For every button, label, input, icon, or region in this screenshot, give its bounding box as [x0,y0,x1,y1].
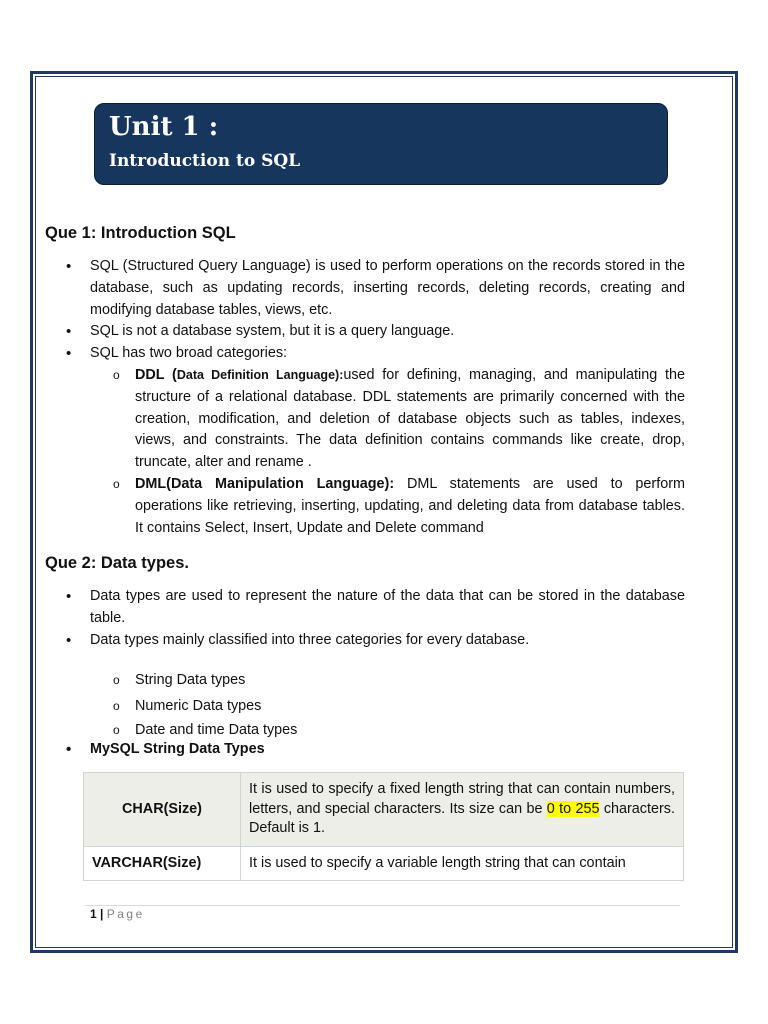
unit-subtitle: Introduction to SQL [109,151,301,171]
q2-bullet-list-2 [45,739,685,761]
page-number: 1 [90,907,97,921]
table-cell-key: CHAR(Size) [84,773,241,847]
list-item: • Data types mainly classified into three categories for every database. [45,630,685,652]
list-item: • SQL (Structured Query Language) is used to perform operations on the records stored in the database, such as updating records, inserting records, deleting records, creating and modifying database tables, views, etc. [45,256,685,321]
footer-separator: | [96,907,107,921]
question-1-heading: Que 1: Introduction SQL [45,224,236,242]
list-item: o Date and time Data types [45,719,685,741]
unit-title: Unit 1 : [109,112,219,142]
table-cell-value: It is used to specify a variable length string that can contain [241,846,684,881]
main-content [45,222,685,761]
highlighted-range: 0 to 255 [546,800,600,817]
datatype-categories-list [45,667,685,741]
cell-text-end: characters. Default is 1. [249,800,675,836]
page-footer [90,907,145,921]
table-row [84,846,684,881]
page-label: Page [106,907,145,921]
dml-item [45,474,685,539]
q1-bullet-list [45,256,685,539]
cell-text: It is used to specify a fixed length string that can contain numbers, letters, and special characters. Its size can be [249,781,675,817]
table-row [84,773,684,847]
sql-categories-list [45,365,685,539]
ddl-item [45,365,685,474]
list-item: • Data types are used to represent the nature of the data that can be stored in the database table. [45,586,685,630]
question-2-heading: Que 2: Data types. [45,554,189,573]
list-item [45,343,685,539]
dml-term: DML(Data Manipulation Language): [135,475,395,492]
dml-description: DML statements are used to perform operations like retrieving, inserting, updating, and deleting data from database tables. It contains Select, Insert, Update and Delete command [135,475,685,536]
q2-bullet-list [45,586,685,651]
table-cell-key: VARCHAR(Size) [84,846,241,881]
string-datatypes-table [83,772,684,881]
list-item: o String Data types [45,667,685,693]
list-item: o Numeric Data types [45,693,685,719]
table-cell-value [241,773,684,847]
unit-banner [94,103,668,185]
ddl-term-close: ): [335,367,344,382]
ddl-term: DDL ( [135,366,177,383]
footer-divider [85,905,680,906]
ddl-term-full: Data Definition Language [176,367,336,382]
list-item: • SQL is not a database system, but it is a query language. [45,321,685,343]
list-item-text: SQL has two broad categories: [90,345,288,362]
ddl-description: used for defining, managing, and manipulating the structure of a relational database. DDL statements are primarily concerned with the creation, modification, and deletion of database objects such as tables, indexes, views, and constraints. The data definition contains commands like create, drop, truncate, alter and rename . [135,366,686,471]
list-item: • MySQL String Data Types [45,739,685,761]
